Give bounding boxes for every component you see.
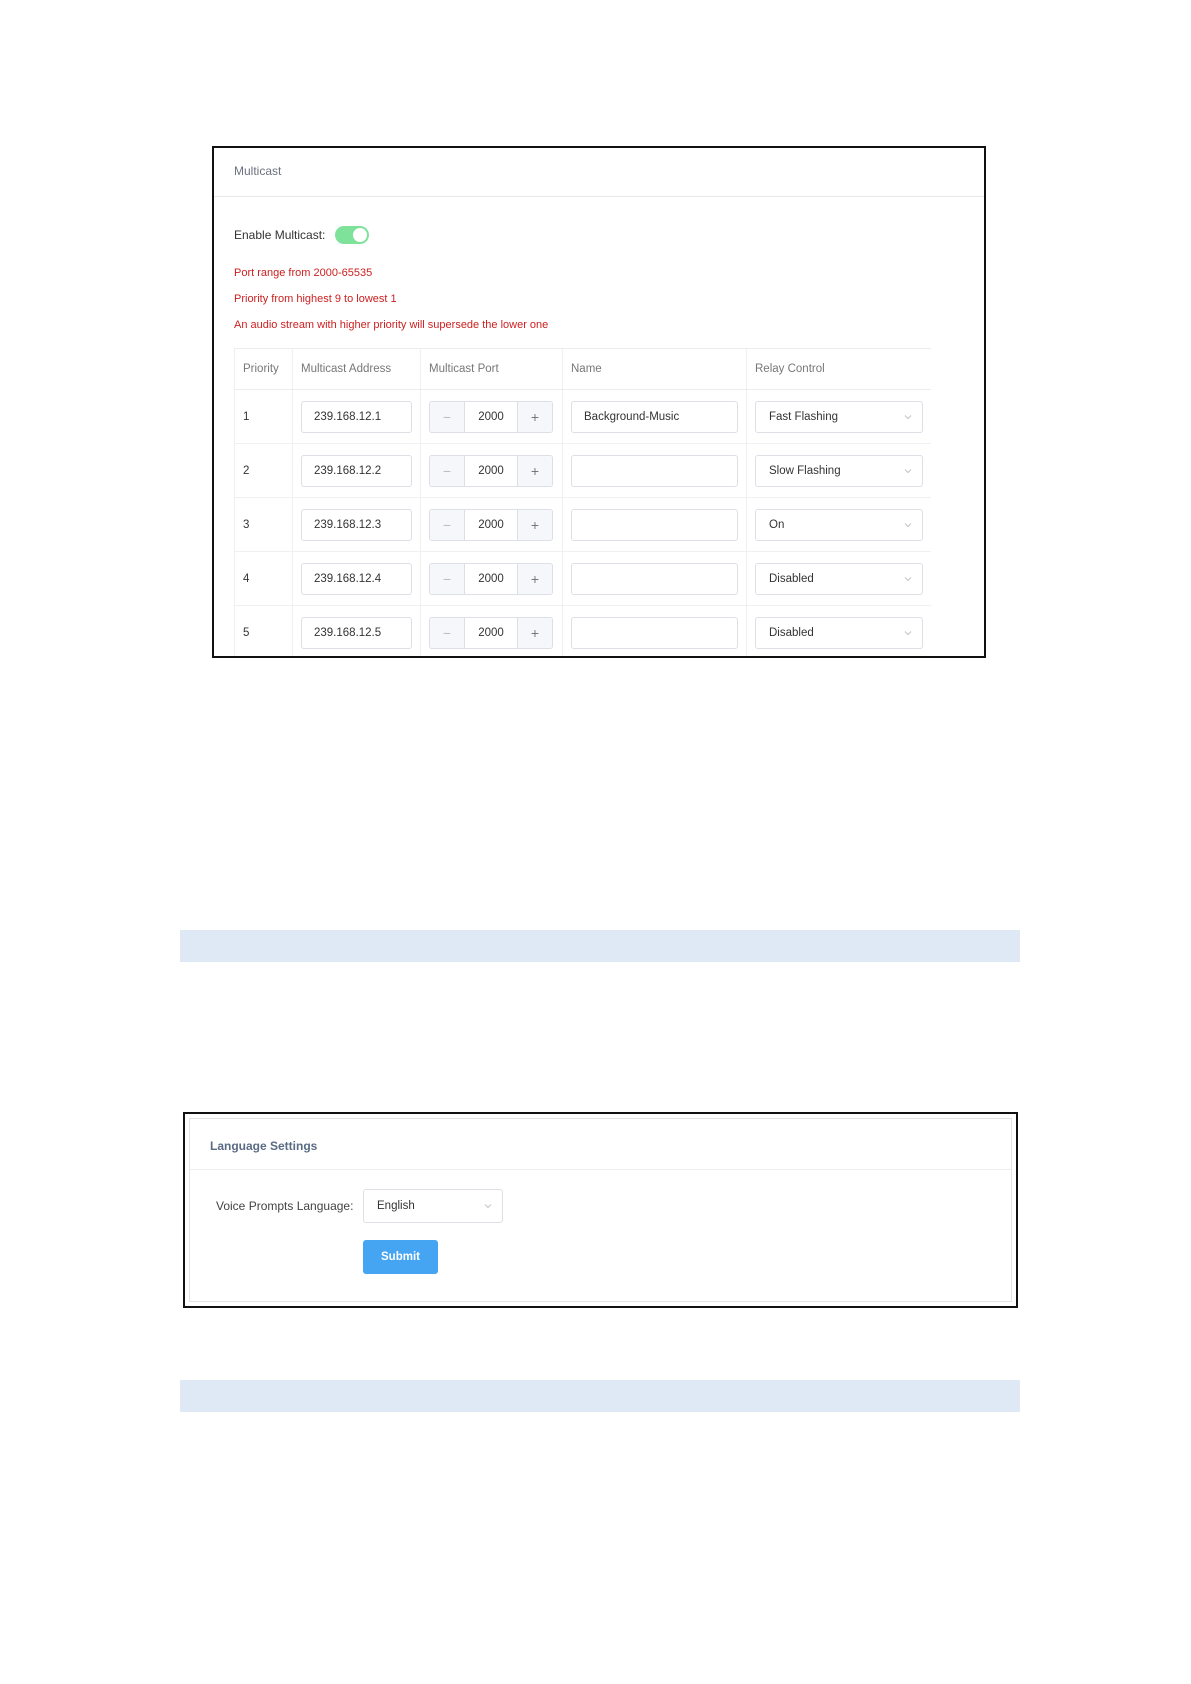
relay-cell [747,606,931,659]
priority-cell [235,390,293,444]
priority-value: 2 [243,464,250,477]
relay-cell [747,498,931,552]
multicast-port-stepper [429,455,553,487]
enable-multicast-row [234,226,369,244]
col-header-name: Name [563,349,747,390]
priority-cell [235,498,293,552]
submit-button[interactable]: Submit [363,1240,438,1274]
col-header-address: Multicast Address [293,349,421,390]
priority-value: 5 [243,626,250,639]
enable-multicast-label: Enable Multicast: [234,228,326,242]
port-cell [421,498,563,552]
port-cell [421,606,563,659]
address-cell [293,390,421,444]
name-cell [563,552,747,606]
relay-control-value: Disabled [769,626,814,639]
multicast-port-stepper [429,617,553,649]
chevron-down-icon [484,1202,492,1210]
address-cell [293,552,421,606]
multicast-address-input[interactable] [301,509,412,541]
name-cell [563,444,747,498]
voice-prompts-language-label: Voice Prompts Language: [216,1199,354,1213]
name-cell [563,390,747,444]
address-cell [293,498,421,552]
relay-control-value: Slow Flashing [769,464,841,477]
stream-name-input[interactable] [571,509,738,541]
multicast-header [214,148,984,197]
table-header-row [235,349,931,390]
multicast-port-stepper [429,401,553,433]
relay-cell [747,552,931,606]
minus-icon[interactable]: − [430,456,465,486]
relay-control-value: Disabled [769,572,814,585]
address-cell [293,606,421,659]
language-settings-header [190,1119,1011,1170]
port-cell [421,390,563,444]
priority-cell [235,606,293,659]
section-band-bottom [180,1380,1020,1412]
multicast-address-input[interactable] [301,617,412,649]
table-row [235,606,931,659]
port-value[interactable]: 2000 [478,410,504,423]
section-band-top [180,930,1020,962]
voice-prompts-language-select[interactable] [363,1189,503,1223]
plus-icon[interactable]: + [517,456,552,486]
table-row [235,444,931,498]
stream-name-input[interactable] [571,455,738,487]
minus-icon[interactable]: − [430,402,465,432]
port-value[interactable]: 2000 [478,626,504,639]
relay-cell [747,390,931,444]
note-priority: Priority from highest 9 to lowest 1 [234,293,397,305]
language-settings-title: Language Settings [210,1139,318,1153]
multicast-address-input[interactable] [301,563,412,595]
minus-icon[interactable]: − [430,510,465,540]
plus-icon[interactable]: + [517,402,552,432]
voice-prompts-language-value: English [377,1200,415,1212]
table-row [235,552,931,606]
relay-control-select[interactable] [755,509,923,541]
priority-value: 3 [243,518,250,531]
relay-control-value: Fast Flashing [769,410,839,423]
relay-cell [747,444,931,498]
relay-control-select[interactable] [755,563,923,595]
address-cell [293,444,421,498]
table-row [235,390,931,444]
plus-icon[interactable]: + [517,510,552,540]
relay-control-select[interactable] [755,401,923,433]
plus-icon[interactable]: + [517,564,552,594]
enable-multicast-toggle[interactable] [335,226,369,244]
table-row [235,498,931,552]
minus-icon[interactable]: − [430,618,465,648]
multicast-port-stepper [429,509,553,541]
stream-name-input[interactable] [571,563,738,595]
stream-name-input[interactable] [571,617,738,649]
name-cell [563,606,747,659]
multicast-panel [212,146,986,658]
relay-control-select[interactable] [755,617,923,649]
priority-value: 1 [243,410,250,423]
multicast-port-stepper [429,563,553,595]
name-cell [563,498,747,552]
chevron-down-icon [904,413,912,421]
port-cell [421,552,563,606]
multicast-address-input[interactable] [301,401,412,433]
priority-value: 4 [243,572,250,585]
port-value[interactable]: 2000 [478,464,504,477]
priority-cell [235,444,293,498]
relay-control-select[interactable] [755,455,923,487]
port-cell [421,444,563,498]
plus-icon[interactable]: + [517,618,552,648]
multicast-table [234,348,931,658]
col-header-priority: Priority [235,349,293,390]
col-header-port: Multicast Port [421,349,563,390]
multicast-title: Multicast [234,164,282,178]
language-settings-card [189,1118,1012,1302]
relay-control-value: On [769,518,785,531]
language-settings-panel [183,1112,1018,1308]
chevron-down-icon [904,629,912,637]
stream-name-input[interactable] [571,401,738,433]
chevron-down-icon [904,575,912,583]
note-port-range: Port range from 2000-65535 [234,267,373,279]
chevron-down-icon [904,467,912,475]
port-value[interactable]: 2000 [478,518,504,531]
port-value[interactable]: 2000 [478,572,504,585]
note-supersede: An audio stream with higher priority will supersede the lower one [234,319,549,331]
toggle-knob [353,228,367,242]
priority-cell [235,552,293,606]
minus-icon[interactable]: − [430,564,465,594]
multicast-address-input[interactable] [301,455,412,487]
col-header-relay: Relay Control [747,349,931,390]
multicast-notes [234,266,548,344]
chevron-down-icon [904,521,912,529]
